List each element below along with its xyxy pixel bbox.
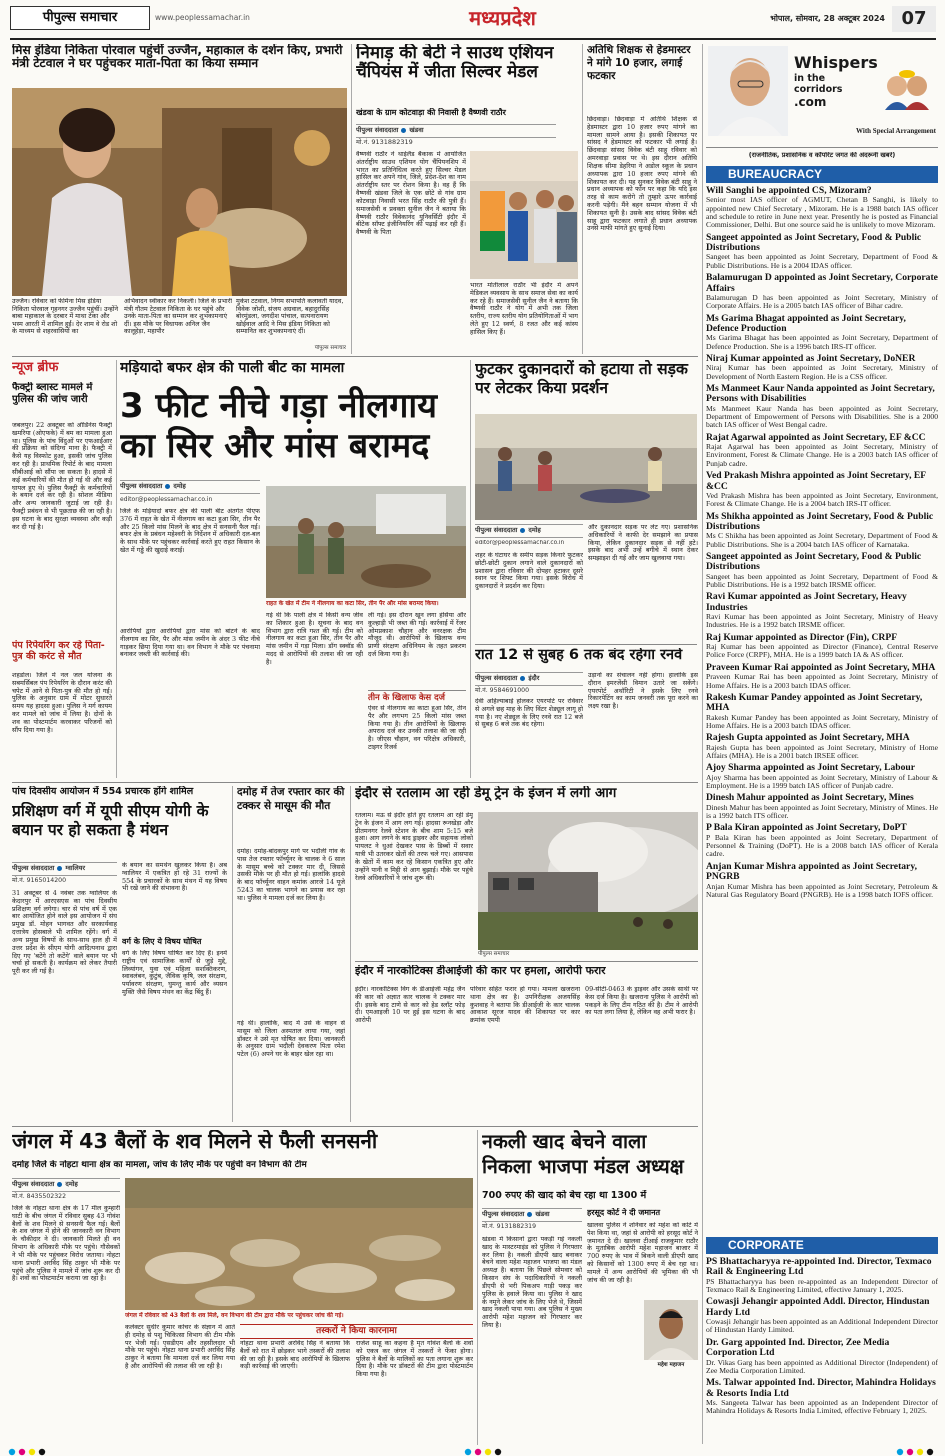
teacher-body: छिंदवाड़ा। छिंदवाड़ा में अतिथि शिक्षक से हेडमास्टर द्वारा 10 हजार रुपए मांगने का मामला सामने आया है। इसकी शिकायत पर सांसद ने हेडमास्टर को फटकार भी लगाई है। छिंदवाड़ा सांसद विवेक बंटी साहू रविवार को अमरवाड़ा प्रवास पर थे। इस दौरान अतिथि शिक्षक सीमा डेहरिया ने अडोल स्कूल के प्रधान अध्यापक द्वारा 10 हजार रुपए मांगने की शिकायत कर दी। यह सुनकर विवेक बंटी साहू ने प्रधान अध्यापक को फोन पर कहा कि यदि इस तरह से काम करोगे तो तुम्हारे ऊपर कार्रवाई करनी पड़ेगी। मैंने बहन सम्मान योजना में भी शिकायत सुनी है। उसके बाद सांसद विवेक बंटी साहू द्वारा फटकार लगाते ही प्रधान अध्यापक उनसे माफी मांगते हुए सुनाई दिया। [587, 116, 697, 233]
bulls-byline [12, 1178, 120, 1192]
fertilizer-body-1: खंडवा में किसानों द्वारा पकड़ी गई नकली खाद के मास्टरमाइंड को पुलिस ने गिरफ्तार कर लिया है। नकली डीएपी खाद बनाकर बेचने वाला महेश महाजन भाजपा का मंडल अध्यक्ष है। बताया कि पिछले सोमवार को किसान संघ के पदाधिकारियों ने नकली डीएपी से भरी पिकअप गाड़ी पकड़ कर पुलिस के हवाले किया था। पुलिस ने खाद के नमूने लेकर जांच के लिए भेजे थे, जिसमें खाद नकली पाया गया। अब पुलिस ने मुख्य आरोपी महेश महाजन को गिरफ्तार कर लिया है। [482, 1236, 582, 1329]
bureaucracy-item [706, 823, 938, 858]
page-number: 07 [892, 6, 936, 32]
corporate-label: CORPORATE [706, 1237, 938, 1254]
bureaucracy-item [706, 186, 938, 230]
corporate-list [706, 1257, 938, 1445]
silver-headline: निमाड़ की बेटी ने साउथ एशियन चैंपियंस में जीता सिल्वर मेडल [356, 44, 554, 82]
nikita-caption-1: उज्जैन। रविवार को फेमिना मिस इंडिया निकिता पोरवाल गृहनगर उज्जैन पहुंचीं। उन्होंने बाबा महाकाल के दरबार में माथा टेका और भस्म आरती में शामिल हुईं। देर शाम वे रोड शो के माध्यम से शहरवासियों का [12, 298, 119, 336]
bureaucracy-item [706, 273, 938, 310]
corporate-item-body: PS Bhattacharyya has been re-appointed as an Independent Director of Texmaco Rail & Engineering Limited, effective January 1, 2025. [706, 1277, 938, 1295]
bureaucracy-item-body: Raj Kumar has been appointed as Director (Finance), Central Reserve Police Force (CRPF), MHA. He is a 1999 batch IA & AS officer. [706, 643, 938, 660]
bulls-byline-name: पीपुल्स संवाददाता [12, 1180, 55, 1188]
bureaucracy-item-body: Ms C Shikha has been appointed as Joint Secretary, Department of Food & Public Distributions. She is a 2004 batch IAS officer of Karnataka. [706, 532, 938, 549]
byline-dot-icon [520, 676, 525, 681]
bureaucracy-item-title: Ms Garima Bhagat appointed as Joint Secretary, Defence Production [706, 313, 906, 334]
bureaucracy-item [706, 693, 938, 730]
case-box-body: ऐवर से नीलगाय का काटा हुआ सिर, तीन पैर और लगभग 25 किलो मांस जब्त किया गया है। तीन आरोपियों के खिलाफ अपराध दर्ज कर उनकी तलाश की जा रही है। जीएस चौहान, वन परिक्षेत्र अधिकारी, टाइगर रिजर्व [368, 705, 466, 752]
vendors-photo-graphic [475, 414, 697, 520]
bureaucracy-item-body: Niraj Kumar has been appointed as Joint Secretary, Ministry of Development of North Eastern Region. He is a CSS officer. [706, 364, 938, 381]
bureaucracy-item-title: P Bala Kiran appointed as Joint Secretary, DoPT [706, 823, 907, 834]
runway-byline-name: पीपुल्स संवाददाता [475, 674, 518, 682]
bureaucracy-item [706, 862, 938, 899]
bureaucracy-item-title: Ravi Kumar appointed as Joint Secretary, Heavy Industries [706, 592, 907, 613]
runway-headline: रात 12 से सुबह 6 तक बंद रहेगा रनवे [475, 648, 683, 663]
bureaucracy-item [706, 384, 938, 430]
masthead [0, 0, 945, 40]
bureaucracy-item-body: Ajoy Sharma has been appointed as Joint Secretary, Ministry of Labour & Employment. He is a 1999 batch IAS officer of Punjab cadre. [706, 773, 938, 791]
corporate-item-body: Dr. Vikas Garg has been appointed as Additional Director (Independent) of Zee Media Corporation Limited. [706, 1358, 938, 1375]
brief-1-headline: फैक्ट्री ब्लास्ट मामले में पुलिस की जांच जारी [12, 382, 93, 405]
demu-body: रतलाम। मऊ से इंदौर होते हुए रतलाम आ रही डेमू ट्रेन के इंजन में आग लग गई। हादसा रूनखेड़ा और प्रीतमनगर रेलवे स्टेशन के बीच शाम 5:15 बजे हुआ। आग लगने के बाद ड्राइवर और सहायक लोको पायलट ने धुआं देखकर पास के डिब्बों में सवार यात्री भी उतरकर खेतों की तरफ चले गए। आसपास के खेतों में काम कर रहे किसान एकत्रित हुए और उन्होंने पानी व मिट्टी से आग बुझाई। मौके पर पहुंचे रेलवे अधिकारियों ने जांच शुरू की। [355, 812, 473, 882]
bulls-box-body: राजेश साहू का कहना है मृत गोवंश बैलों के शवों को एकत्र कर जंगल में तस्करों ने फेंका होगा। पुलिस ने बैलों के मालिकों का पता लगाना शुरू कर दिया है। मौके पर डॉक्टरों की टीम द्वारा पोस्टमार्टम किया गया है। [356, 1340, 473, 1379]
bureaucracy-item-title: Ms Shikha appointed as Joint Secretary, Food & Public Distributions [706, 511, 934, 532]
nilgai-kicker: मड़ियादो बफर क्षेत्र की पाली बीट का मामला [120, 360, 345, 376]
bureaucracy-item-body: Sangeet has been appointed as Joint Secretary, Department of Food & Public Distributions. He is a 2004 IDAS officer. [706, 253, 938, 270]
bureaucracy-item-body: Ravi Kumar has been appointed as Joint Secretary, Ministry of Heavy Industries. He is a 1992 batch IRSME officer. [706, 613, 938, 630]
registration-marks [0, 1448, 945, 1456]
byline-dot-icon [165, 484, 170, 489]
vendors-byline-name: पीपुल्स संवाददाता [475, 526, 518, 534]
bureaucracy-item [706, 763, 938, 790]
bureaucracy-item [706, 314, 938, 351]
nilgai-photo [266, 486, 466, 598]
bureaucracy-item-title: Sangeet appointed as Joint Secretary, Food & Public Distributions [706, 232, 922, 254]
paper-name: पीपुल्स समाचार [10, 6, 150, 30]
corporate-item [706, 1257, 938, 1294]
bureaucracy-item-body: P Bala Kiran has been appointed as Joint Secretary, Department of Personnel & Training (DoPT). He is a 2008 batch IAS officer of Kerala cadre. [706, 833, 938, 859]
vendors-body-2: और दुकानदार सड़क पर लेट गए। प्रशासनिक अधिकारियों ने काफी देर समझाने का प्रयास किया, लेकिन दुकानदार सड़क से नहीं हटे। इसके बाद अभी उन्हें बगीचे में स्थान देकर समझाइश दी गई और जाम खुलवाया गया। [588, 524, 698, 563]
runway-mobile: मो.नं. 9584691000 [475, 687, 530, 694]
vendors-email: editor@peoplessamachar.co.in [475, 540, 565, 546]
cm-body-2: के बयान का समर्थन खुलकर किया है। अब ग्वालियर में एकत्रित हो रहे 31 राज्यों के 554 के प्रचारकों के साथ मंथन में यह विषय भी रखे जाने की संभावना है। [122, 862, 227, 893]
bureaucracy-item-title: Dinesh Mahur appointed as Joint Secretary, Mines [706, 793, 914, 804]
bulls-photo [125, 1178, 473, 1310]
bulls-headline: जंगल में 43 बैलों के शव मिलने से फैली सनसनी [12, 1130, 378, 1153]
bulls-body-1: जिले के नोहटा थाना क्षेत्र के 17 मील कुम्हारी घाटी के बीच जंगल में रविवार सुबह 43 गोवंश बैलों के शव मिलने से सनसनी फैल गई। बैलों के शव जंगल में होने की जानकारी वन विभाग के चौकीदार ने दी। जानकारी मिलते ही वन विभाग के अधिकारी मौके पर पहुंचे। गौसेवकों ने भी मौके पर पहुंचकर विरोध जताया। नोहटा थाना प्रभारी अरविंद सिंह ठाकुर भी मौके पर पहुंचे और पुलिस ने मामले में जांच शुरू कर दी है। शवों का पोस्टमार्टम कराया जा रहा है। [12, 1205, 120, 1283]
bureaucracy-item [706, 793, 938, 820]
bureaucracy-item-body: Ms Garima Bhagat has been appointed as Joint Secretary, Department of Defence Production. She is a 1996 batch IRS-IT officer. [706, 334, 938, 351]
byline-dot-icon [57, 866, 62, 871]
whispers-title-line1: Whispers [794, 53, 878, 72]
runway-body-2: उड़ानों का संचालन नहीं होगा। हालांकि इस दौरान इमरजेंसी विमान उतारे जा सकेंगे। एयरपोर्ट अथॉरिटी ने इसके लिए रनवे रिकारपेटिंग का काम जनवरी तक पूरा करने का लक्ष्य रखा है। [588, 672, 698, 711]
corporate-item [706, 1297, 938, 1334]
silver-body-2: भारत मोतीलाल राठौर भी इंदौर में अपने मेडिकल व्यवसाय के साथ समाज सेवा का कार्य कर रहे हैं। समाजसेवी सुनील जैन ने बताया कि वैष्णवी राठौर ने योग में अभी तक जिला स्तरीय, राज्य स्तरीय योग प्रतियोगिताओं में भाग लेते हुए 12 स्वर्ण, 8 रजत और कई कांस्य हासिल किए हैं। [470, 282, 578, 336]
cm-byline-place: ग्वालियर [65, 864, 86, 872]
bureaucracy-item-body: Sangeet has been appointed as Joint Secretary, Department of Food & Public Distributions. He is a 1992 batch IRSME officer. [706, 572, 938, 590]
nilgai-byline-place: दमोह [173, 482, 186, 490]
whispers-title-line3: .com [794, 95, 827, 110]
silver-photo [470, 151, 578, 279]
brief-2-headline: पंप रिपेयरिंग कर रहे पिता-पुत्र की करंट से मौत [12, 640, 105, 663]
cm-body-1: 31 अक्टूबर से 4 नवंबर तक ग्वालियर के केदारपुर में आरएसएस का पांच दिवसीय प्रशिक्षण वर्ग लगेगा। चार से पांच वर्ष में एक बार आयोजित होने वाले इस आयोजन में संघ प्रमुख डॉ. मोहन भागवत और सरकार्यवाह दत्तात्रेय होसबाले भी शामिल रहेंगे। वर्ग में अन्य प्रमुख विषयों के साथ-साथ हाल ही में उत्तर प्रदेश के सीएम योगी आदित्यनाथ द्वारा दिए गए 'बटेंगे तो कटेंगे' वाले बयान पर भी चर्चा हो सकती है। कार्यक्रम को लेकर तैयारी पूरी कर ली गई है। [12, 890, 117, 976]
bureaucracy-item [706, 633, 938, 660]
case-box-title: तीन के खिलाफ केस दर्ज [368, 693, 445, 703]
bureaucracy-item-body: Rajat Agarwal has been appointed as Joint Secretary, Ministry of Environment, Forest & Climate Change. He is a 2003 batch IAS officer of Punjab cadre. [706, 443, 938, 468]
silver-body-1: वैष्णवी राठौर ने थाईलैंड बैंकाक में आयोजित अंतर्राष्ट्रीय साउथ एशियन योग चैंपियनशिप में भारत का प्रतिनिधित्व करते हुए सिल्वर मेडल हासिल कर अपने गांव, जिले, प्रदेश-देश का नाम अंतर्राष्ट्रीय स्तर पर रोशन किया है। वह हैं कि वैष्णवी खंडवा जिले के एक छोटे से गांव ग्राम कोटवाड़ा निवासी भरत सिंह राठौर की पुत्री हैं। समाजसेवी व प्रवक्ता सुनील जैन ने बताया कि वैष्णवी राठौर विवेकानंद यूनिवर्सिटी इंदौर में बीटेक सॉफ्ट इंजीनियरिंग की पढ़ाई कर रही हैं। वैष्णवी के पिता [356, 151, 466, 237]
nikita-credit: पीपुल्स समाचार [314, 345, 346, 351]
cm-mobile: मो.नं. 9165014200 [12, 877, 67, 884]
bureaucracy-item-body: Ved Prakash Mishra has been appointed as Joint Secretary, Environment, Forest & Climate Change. He is a 2004 batch IRS-IT officer. [706, 491, 938, 509]
bureaucracy-item-body: Rajesh Gupta has been appointed as Joint Secretary, Ministry of Home Affairs (MHA). He is a 2001 batch IRSEE officer. [706, 743, 938, 760]
news-brief-label: न्यूज ब्रीफ [12, 360, 59, 375]
bulls-body-2: कलेक्टर सुधीर कुमार कोचर के संज्ञान में आते ही दमोह से पशु चिकित्सा विभाग की टीम मौके पर भेजी गई। एसडीएम और तहसीलदार भी मौके पर पहुंचे। नोहटा थाना प्रभारी अरविंद सिंह ठाकुर ने बताया कि मामला दर्ज कर लिया गया है और आरोपियों की तलाश की जा रही है। [125, 1324, 235, 1371]
cm-body-3: वर्ग के लिए विषय घोषित कर दिए हैं। इनमें राष्ट्रीय एवं सामाजिक कार्यों से जुड़े मुद्दे, लिव्यांगन, युवा एवं महिला सशक्तिकरण, स्वावलंबन, कुटुंब, जैविक कृषि, जल संरक्षण, पर्यावरण संरक्षण, घुमन्तु कार्य और व्यसन मुक्ति जैसे विषय मंथन का केंद्र बिंदु हैं। [122, 950, 227, 997]
nilgai-body-3: गई थी कि पाली क्षेत्र में किसी वन्य जीव का शिकार हुआ है। सूचना के बाद वन विभाग द्वारा रात्रि गश्त की गई। टीम को नीलगाय का कटा हुआ सिर, तीन पैर और मांस जमीन में गड़ा मिला। डॉग स्क्वॉड की मदद से आरोपियों की तलाश की जा रही है। [266, 612, 363, 666]
vendors-byline [475, 524, 583, 538]
vendors-photo [475, 414, 697, 520]
silver-byline-name: पीपुल्स संवाददाता [356, 126, 399, 134]
bureaucracy-item [706, 233, 938, 270]
nilgai-body-4: ली गई। इस दौरान खून लगा हंसिया और कुल्हाड़ी भी जब्त की गई। कार्रवाई में रेंजर ओमप्रकाश चौहान और वनरक्षक टीम मौजूद थी। आरोपियों के खिलाफ वन्य प्राणी संरक्षण अधिनियम के तहत प्रकरण दर्ज किया गया है। [368, 612, 466, 659]
whispers-title-line2: in the corridors [794, 72, 843, 96]
fertilizer-headline: नकली खाद बेचने वाला निकला भाजपा मंडल अध्यक्ष [482, 1130, 684, 1178]
case-box-shown [368, 690, 466, 778]
silver-byline [356, 124, 556, 138]
nilgai-body-2: आरोपियों द्वारा आरोपियों द्वारा मांस को बांटने के बाद नीलगाय का सिर, पैर और मांस जमीन के अंदर 3 फीट नीचे गाड़कर छिपा दिया गया था। वन विभाग ने मौके पर पंचनामा बनाकर जब्ती की कार्रवाई की। [120, 628, 260, 659]
bureaucracy-item-title: Will Sanghi be appointed CS, Mizoram? [706, 186, 872, 196]
mahesh-photo-graphic [644, 1300, 698, 1360]
silver-subhead: खंडवा के ग्राम कोटवाड़ा की निवासी है वैष्णवी राठौर [356, 108, 506, 117]
bulls-body-3: नोहटा थाना प्रभारी अरविंद सिंह ने बताया कि बैलों को रात में छोड़कर भागे तस्करों की तलाश की जा रही है। इसके बाद आरोपियों के खिलाफ कड़ी कार्रवाई की जाएगी। [240, 1340, 350, 1371]
bureaucracy-item [706, 592, 938, 629]
bureaucracy-item [706, 433, 938, 468]
demu-headline: इंदौर से रतलाम आ रही डेमू ट्रेन के इंजन में लगी आग [355, 786, 617, 801]
fertilizer-photo-caption: महेश महाजन [657, 1362, 685, 1368]
bureaucracy-item-title: Rakesh Kumar Pandey appointed as Joint Secretary, MHA [706, 692, 923, 714]
bureaucracy-item-body: Dinesh Mahur has been appointed as Joint Secretary, Ministry of Mines. He is a 1992 batch ITS officer. [706, 803, 938, 821]
bureaucracy-item-title: Ms Manmeet Kaur Nanda appointed as Joint Secretary, Persons with Disabilities [706, 384, 935, 405]
bureaucracy-item-body: Rakesh Kumar Pandey has been appointed as Joint Secretary, Ministry of Home Affairs. He is a 2003 batch IDAS officer. [706, 713, 938, 730]
brief-1-body: जबलपुर। 22 अक्टूबर को ऑर्डिनेंस फैक्ट्री खमरिया (ओएफके) में बम का मामला हुआ था। पुलिस के पांच विंदुओं पर एफआईआर की प्रक्रिया को संदिग्ध माना है। फैक्ट्री में कैसे यह विस्फोट हुआ, इसकी जांच पुलिस कर रही है। प्राथमिक रिपोर्ट के बाद मामला सीबीआई को सौंपा जा सकता है। हादसे में कई कर्मचारियों की मौत हो गई थी और कई घायल हुए थे। पुलिस फैक्ट्री के कर्मचारियों के बयान दर्ज कर रही है। सोशल मीडिया और अन्य जानकारी जुटाई जा रही है। फैक्ट्री प्रबंधन से भी पूछताछ की जा रही है। इस घटना के बाद सुरक्षा व्यवस्था और कड़ी कर दी गई है। [12, 422, 112, 531]
nikita-caption-2: अभिवादन स्वीकार कर निकलीं। जिले के प्रभारी मंत्री गौतम टेटवाल निकिता के घर पहुंचे और उनके माता-पिता का सम्मान कर शुभकामनाएं दीं। इस मौके पर विधायक अनिल जैन कालूहेड़ा, महापौर [124, 298, 232, 336]
bureaucracy-item [706, 552, 938, 589]
bureaucracy-item-body: Ms Manmeet Kaur Nanda has been appointed as Joint Secretary, Department of Empowerment of Persons with Disabilities. She is a 2000 batch IAS officer of West Bengal cadre. [706, 404, 938, 430]
bureaucracy-item-title: Niraj Kumar appointed as Joint Secretary, DoNER [706, 353, 916, 364]
vendors-body-1: शहर के घंटाघर के समीप सड़क किनारे फुटकर छोटी-छोटी दुकान लगाने वाले दुकानदारों को प्रशासन द्वारा रविवार की दोपहर हटाकर दूसरे स्थान पर शिफ्ट किया गया। इसके विरोध में दुकानदारों ने प्रदर्शन कर दिया। [475, 552, 583, 591]
bureaucracy-item-body: Senior most IAS officer of AGMUT, Chetan B Sanghi, is likely to appointed new Chief Secretary , Mizoram. He is a 1988 batch IAS officer and schedule to retire in June next year. Presently he is posted as Financial Commissioner, Delhi. But one source said he is unlikely to move Mizoram. [706, 196, 938, 230]
bureaucracy-item [706, 663, 938, 690]
fertilizer-byline [482, 1208, 582, 1222]
whispers-arrangement: With Special Arrangement [856, 127, 936, 135]
bureaucracy-item-title: Ved Prakash Mishra appointed as Joint Secretary, EF &CC [706, 471, 926, 492]
bureaucracy-item-title: Ajoy Sharma appointed as Joint Secretary, Labour [706, 763, 916, 774]
bureaucracy-item-title: Anjan Kumar Mishra appointed as Joint Secretary, PNGRB [706, 861, 917, 883]
brief-2-body: शहडोल। जिले में नल जल योजना के सबमर्सिबल पंप रिपेयरिंग के दौरान करंट की चपेट में आने से पिता-पुत्र की मौत हो गई। पुलिस के अनुसार ग्राम में मोटर सुधारते समय यह हादसा हुआ। पुलिस ने मर्ग कायम कर मामले को जांच में लिया है। दोनों के शव का पोस्टमार्टम करवाकर परिजनों को सौंप दिया गया है। [12, 672, 112, 734]
car-body-2: गई थी। हालांकि, बाद में उसे के वाहन से मासूम को जिला अस्पताल लाया गया, जहां डॉक्टर ने उसे मृत घोषित कर दिया। जानकारी के अनुसार ग्राम भदौली देवकरण पिता रमेश पटेल (6) अपने घर के बाहर खेल रहा था। [237, 1020, 345, 1059]
vendors-byline-place: दमोह [528, 526, 541, 534]
cm-kicker: पांच दिवसीय आयोजन में 554 प्रचारक होंगे शामिल [12, 786, 194, 797]
corporate-item-body: Ms. Sangeeta Talwar has been appointed as an Independent Director of Mahindra Holidays & Resorts India Limited, effective February 1, 2025. [706, 1398, 938, 1416]
bureaucracy-item-body: Anjan Kumar Mishra has been appointed as Joint Secretary, Petroleum & Natural Gas Regulatory Board (PNGRB). He is a 1998 batch IOFS officer. [706, 882, 938, 899]
corporate-item-title: Cowasji Jehangir appointed Addl. Director, Hindustan Hardy Ltd [706, 1297, 930, 1318]
nikita-photo-graphic [12, 88, 347, 296]
runway-byline-place: इंदौर [528, 674, 540, 682]
silver-byline-place: खंडवा [409, 126, 424, 134]
nikita-photo [12, 88, 347, 296]
narcotics-headline: इंदौर में नारकोटिक्स डीआईजी की कार पर हमला, आरोपी फरार [355, 965, 606, 977]
nilgai-headline: 3 फीट नीचे गड़ा नीलगाय का सिर और मांस बरामद [120, 386, 437, 467]
bureaucracy-item [706, 471, 938, 508]
car-headline: दमोह में तेज रफ्तार कार की टक्कर से मासूम की मौत [237, 786, 345, 812]
cm-byline [12, 862, 117, 876]
corporate-item-title: Ms. Talwar appointed Ind. Director, Mahindra Holidays & Resorts India Ltd [706, 1378, 936, 1399]
narcotics-body-1: इंदौर। नारकोटिक्स विंग के डीआईजी महेंद्र जैन की कार को अज्ञात कार चालक ने टक्कर मार दी। इसके बाद टाणे से कार को हेड स्लॉट फोड़ दी। एमआइजी 10 पर हुई इस घटना के बाद आरोपी [355, 986, 465, 1025]
fertilizer-box-head: हरसूद कोर्ट ने दी जमानत [587, 1208, 661, 1217]
masthead-rule [10, 38, 936, 40]
section-banner [320, 4, 685, 32]
bureaucracy-item-title: Rajesh Gupta appointed as Joint Secretary, MHA [706, 733, 910, 744]
columnist-photo [708, 46, 788, 136]
fertilizer-byline-place: खंडवा [535, 1210, 550, 1218]
silver-mobile: मो.नं. 9131882319 [356, 138, 413, 146]
car-body-1: दमोह। दमोह-बांदकपुर मार्ग पर भदौली गांव के पास तेज रफ्तार फॉर्च्यूनर के चालक ने 6 साल के मासूम बच्चे को टक्कर मार दी, जिससे उसकी मौके पर ही मौत हो गई। हालांकि हादसे के बाद फॉर्च्यूनर वाहन कमांक आरजे 14 यूजे 5243 का चालक भागने का प्रयास कर रहा था। पुलिस ने मामला दर्ज कर लिया है। [237, 848, 345, 902]
section-title: मध्यप्रदेश [469, 6, 536, 30]
bulls-mobile: मो.नं. 8435502322 [12, 1193, 67, 1200]
runway-byline [475, 672, 583, 686]
fertilizer-subhead: 700 रुपए की खाद को बेच रहा था 1300 में [482, 1190, 647, 1201]
fertilizer-photo [644, 1300, 698, 1360]
runway-body-1: देवी अहिल्याबाई होलकर एयरपोर्ट पर रविवार से अगले छह माह के लिए विंटर शेड्यूल लागू हो गया है। नए शेड्यूल के लिए रनवे रात 12 बजे से सुबह 6 बजे तक बंद रहेगा। [475, 698, 583, 729]
bureaucracy-item-title: Rajat Agarwal appointed as Joint Secretary, EF &CC [706, 432, 926, 443]
bulls-subhead: दमोह जिले के नोहटा थाना क्षेत्र का मामला, जांच के लिए मौके पर पहुंची वन विभाग की टीम [12, 1160, 307, 1170]
fertilizer-body-2: खालवा पुलिस ने शनिवार को महेश को कोर्ट में पेश किया था, जहां से आरोपी को हरसूद कोर्ट ने जमानत दे दी। खालवा टीआई राजकुमार राठौर के मुताबिक आरोपी महेश महाजन बाजार में 700 रुपए के भाव में बिकने वाली डीएपी खाद को किसानों को 1300 रुपए में बेच रहा था। मामले में अन्य आरोपियों की भूमिका की भी जांच की जा रही है। [587, 1222, 698, 1284]
vendors-headline: फुटकर दुकानदारों को हटाया तो सड़क पर लेटकर किया प्रदर्शन [475, 360, 688, 397]
whispers-header [706, 44, 938, 148]
whispers-title [794, 53, 878, 110]
bureaucracy-item [706, 733, 938, 760]
bureaucracy-item [706, 354, 938, 381]
bureaucracy-item [706, 512, 938, 549]
byline-dot-icon [57, 1182, 62, 1187]
whispers-illustration [881, 64, 933, 110]
nikita-caption-3: मुकेश टटवाल, निगम सभापति कलावती यादव, विवेक जोशी, संजय अग्रवाल, बहादुरसिंह बोरमुंडला, जगदीश पांचाल, सत्यनारायण खोईवाल आदि ने मिस इंडिया निकिता को सम्मानित कर शुभकामनाएं दीं। [236, 298, 344, 336]
bureaucracy-list [706, 186, 938, 1236]
narcotics-body-2: परिवार सहित फरार हो गया। मामला खजराना थाना क्षेत्र का है। उपनिरीक्षक अजयसिंह कुशवाह ने बताया कि डीआईजी के कार चालक आकाश सूरज यादव की शिकायत पर कार क्रमांक एमपी [470, 986, 580, 1025]
bureaucracy-label: BUREAUCRACY [706, 166, 938, 183]
demu-photo-graphic [478, 812, 698, 950]
corporate-item [706, 1338, 938, 1375]
nilgai-byline-name: पीपुल्स संवाददाता [120, 482, 163, 490]
corporate-item-body: Cowasji Jehangir has been appointed as an Additional Independent Director of Hindustan Hardy Limited. [706, 1318, 938, 1335]
bulls-box-head: तस्करों ने किया कारनामा [240, 1324, 473, 1339]
bureaucracy-item-title: Praveen Kumar Rai appointed as Joint Secretary, MHA [706, 662, 936, 673]
print-color-strip [0, 1448, 945, 1456]
cm-byline-name: पीपुल्स संवाददाता [12, 864, 55, 872]
bureaucracy-item-body: Praveen Kumar Rai has been appointed as Joint Secretary, Ministry of Home Affairs. He is a 2003 batch IDAS officer. [706, 673, 938, 690]
bulls-caption: जंगल में रविवार को 43 बैलों के शव मिले, वन विभाग की टीम द्वारा मौके पर पहुंचकर जांच की गई। [125, 1312, 344, 1319]
nilgai-photo-graphic [266, 486, 466, 598]
narcotics-body-3: 09-सीटी-0463 के ड्राइवर और उसके साथी पर केस दर्ज किया है। खजराना पुलिस ने आरोपी को पकड़ने के लिए टीम गठित की है। टीम ने आरोपी का पता लगा लिया है, लेकिन वह अभी फरार है। [585, 986, 698, 1017]
bulls-photo-graphic [125, 1178, 473, 1310]
nilgai-byline [120, 480, 260, 494]
nikita-headline: मिस इंडिया निकिता पोरवाल पहुंचीं उज्जैन, महाकाल के दर्शन किए, प्रभारी मंत्री टेटवाल ने घर पहुंचकर माता-पिता का किया सम्मान [12, 44, 343, 71]
nilgai-body-1: जिले के मड़ियादो बफर क्षेत्र की पाली बीट अंतर्गत पीएफ 376 में राहत के खेत में नीलगाय का कटा हुआ सिर, तीन पैर और 25 किलो मांस मिलने के बाद क्षेत्र में सनसनी फैल गई। बफर क्षेत्र के प्रबंधन महेश्वरी के निर्देशन में अधिकारी दल-बल के साथ मौके पर पहुंचकर कार्रवाई करते हुए राहत किसान के खेत में गड्ढे की खुदाई कराई। [120, 508, 260, 555]
silver-photo-graphic [470, 151, 578, 279]
bureaucracy-item-title: Balamurugan D appointed as Joint Secretary, Corporate Affairs [706, 273, 938, 294]
whispers-tagline: (राजनीतिक, प्रशासनिक व कॉर्पोरेट जगत की अंदरूनी खबरें) [748, 152, 896, 159]
dateline: भोपाल, सोमवार, 28 अक्टूबर 2024 [770, 14, 885, 23]
teacher-headline: अतिथि शिक्षक से हेडमास्टर ने मांगे 10 हजार, लगाई फटकार [587, 44, 691, 83]
demu-credit: पीपुल्स समाचार [478, 951, 510, 957]
nilgai-caption: राहत के खेत में टीम ने नीलगाय का कटा सिर, तीन पैर और मांस बरामद किया। [266, 600, 439, 607]
fertilizer-mobile: मो.नं. 9131882319 [482, 1223, 537, 1230]
fertilizer-byline-name: पीपुल्स संवाददाता [482, 1210, 525, 1218]
bureaucracy-item-title: Sangeet appointed as Joint Secretary, Food & Public Distributions [706, 551, 922, 573]
byline-dot-icon [520, 528, 525, 533]
corporate-item-title: PS Bhattacharyya re-appointed Ind. Director, Texmaco Rail & Engineering Ltd [706, 1257, 932, 1278]
cm-headline: प्रशिक्षण वर्ग में यूपी सीएम योगी के बयान पर हो सकता है मंथन [12, 802, 209, 839]
nilgai-email: editor@peoplessamachar.co.in [120, 496, 213, 503]
bulls-byline-place: दमोह [65, 1180, 78, 1188]
byline-dot-icon [527, 1212, 532, 1217]
corporate-item-title: Dr. Garg appointed Ind. Director, Zee Media Corporation Ltd [706, 1337, 890, 1359]
cm-subhead: वर्ग के लिए ये विषय घोषित [122, 937, 202, 946]
byline-dot-icon [401, 128, 406, 133]
bureaucracy-item-title: Raj Kumar appointed as Director (Fin), CRPF [706, 632, 898, 643]
demu-photo [478, 812, 698, 950]
bureaucracy-item-body: Balamurugan D has been appointed as Joint Secretary, Ministry of Corporate Affairs. He is a 2005 batch IAS officer of Bihar cadre. [706, 293, 938, 311]
corporate-item [706, 1378, 938, 1415]
website: www.peoplessamachar.in [155, 14, 250, 22]
